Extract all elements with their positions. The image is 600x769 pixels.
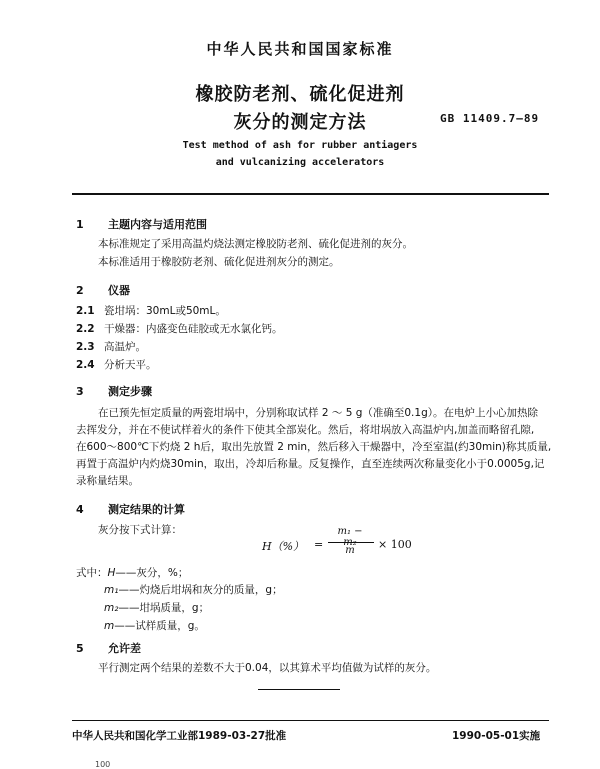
procedure-line: 在600～800℃下灼烧 2 h后，取出先放置 2 min，然后移入干燥器中，冷至室温(约30min)称其质量, bbox=[76, 441, 552, 453]
section-3-heading bbox=[76, 383, 152, 399]
def-symbol: m₁ bbox=[104, 584, 119, 596]
section-number: 1 bbox=[76, 218, 84, 231]
definition-row bbox=[104, 600, 209, 617]
item-number: 2.3 bbox=[76, 341, 95, 353]
def-symbol: H bbox=[107, 567, 116, 579]
section-number: 5 bbox=[76, 642, 84, 655]
tolerance-paragraph: 平行测定两个结果的差数不大于0.04，以其算术平均值做为试样的灰分。 bbox=[98, 662, 437, 674]
procedure-line: 录称量结果。 bbox=[76, 475, 139, 487]
formula-tail: × 100 bbox=[378, 538, 412, 551]
section-5-heading bbox=[76, 640, 141, 656]
section-title: 仪器 bbox=[108, 284, 130, 297]
instrument-item bbox=[76, 303, 226, 318]
section-1-paragraph-1: 本标准规定了采用高温灼烧法测定橡胶防老剂、硫化促进剂的灰分。 bbox=[98, 238, 413, 250]
item-text: 分析天平。 bbox=[104, 359, 157, 371]
section-1-heading bbox=[76, 216, 207, 232]
item-text: 干燥器：内盛变色硅胶或无水氯化钙。 bbox=[104, 323, 283, 335]
section-title: 测定结果的计算 bbox=[108, 503, 185, 516]
definition-row bbox=[104, 618, 205, 635]
title-line-1: 橡胶防老剂、硫化促进剂 bbox=[195, 84, 405, 105]
definition-row bbox=[104, 582, 283, 599]
end-line bbox=[258, 689, 340, 690]
item-text: 高温炉。 bbox=[104, 341, 146, 353]
page-number: 100 bbox=[95, 760, 111, 769]
fraction-bar bbox=[328, 542, 374, 543]
section-4-heading bbox=[76, 501, 185, 517]
procedure-line: 去挥发分，并在不使试样着火的条件下使其全部炭化。然后，将坩埚放入高温炉内,加盖而略留孔隙, bbox=[76, 424, 535, 436]
item-number: 2.1 bbox=[76, 305, 95, 317]
formula-lhs: H（%） bbox=[262, 540, 305, 553]
bottom-divider bbox=[72, 720, 549, 721]
effective-date: 1990-05-01实施 bbox=[452, 730, 541, 742]
instrument-item bbox=[76, 321, 283, 336]
section-title: 主题内容与适用范围 bbox=[108, 218, 207, 231]
calc-intro: 灰分按下式计算： bbox=[98, 524, 182, 536]
formula-denominator: m bbox=[345, 545, 355, 556]
def-text: ——灼烧后坩埚和灰分的质量，g； bbox=[118, 584, 283, 596]
section-number: 4 bbox=[76, 503, 84, 516]
section-1-paragraph-2: 本标准适用于橡胶防老剂、硫化促进剂灰分的测定。 bbox=[98, 256, 340, 268]
where-text: 式中： bbox=[76, 567, 108, 579]
section-number: 2 bbox=[76, 284, 84, 297]
title-line-2: 灰分的测定方法 bbox=[233, 112, 367, 133]
item-number: 2.2 bbox=[76, 323, 95, 335]
item-text: 瓷坩埚：30mL或50mL。 bbox=[104, 305, 226, 317]
section-title: 允许差 bbox=[108, 642, 141, 655]
english-title-line-1: Test method of ash for rubber antiagers bbox=[182, 140, 418, 151]
gb-code: GB 11409.7—89 bbox=[440, 112, 540, 125]
procedure-line: 在已预先恒定质量的两瓷坩埚中，分别称取试样 2 ～ 5 g（准确至0.1g）。在电炉上小心加热除 bbox=[98, 407, 538, 419]
section-2-heading bbox=[76, 282, 130, 298]
section-number: 3 bbox=[76, 385, 84, 398]
def-text: ——坩埚质量，g； bbox=[118, 602, 210, 614]
where-label bbox=[76, 565, 188, 582]
def-text: ——灰分，%； bbox=[115, 567, 189, 579]
formula-numerator: m₁ − bbox=[337, 526, 363, 537]
top-divider bbox=[72, 193, 549, 195]
standard-header: 中华人民共和国国家标准 bbox=[206, 40, 394, 58]
def-text: ——试样质量，g。 bbox=[114, 620, 205, 632]
english-title-line-2: and vulcanizing accelerators bbox=[215, 157, 385, 168]
approval-note: 中华人民共和国化学工业部1989-03-27批准 bbox=[72, 730, 287, 742]
formula-equals: = bbox=[314, 538, 324, 551]
item-number: 2.4 bbox=[76, 359, 95, 371]
procedure-line: 再置于高温炉内灼烧30min，取出，冷却后称量。反复操作，直至连续两次称量变化小于0.0005g,记 bbox=[76, 458, 545, 470]
def-symbol: m bbox=[104, 620, 115, 632]
section-title: 测定步骤 bbox=[108, 385, 152, 398]
def-symbol: m₂ bbox=[104, 602, 119, 614]
instrument-item bbox=[76, 357, 157, 372]
instrument-item bbox=[76, 339, 146, 354]
